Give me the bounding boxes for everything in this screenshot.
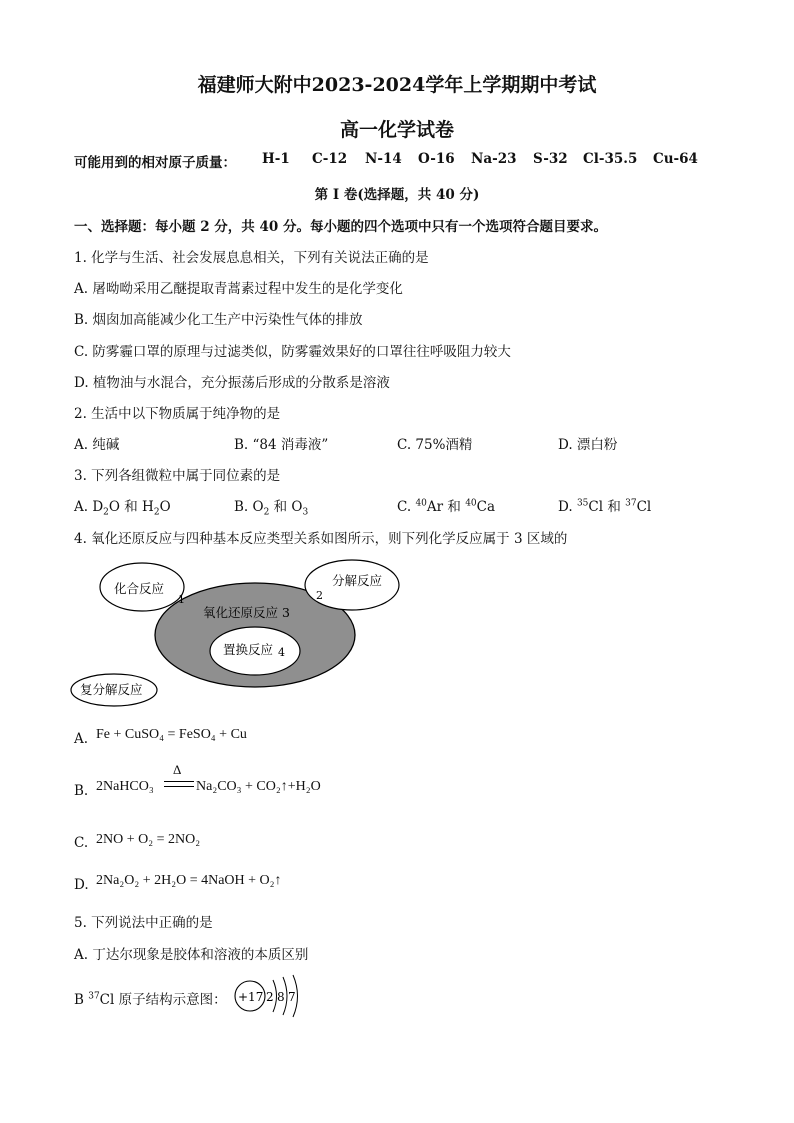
q4-option-b-label: B. — [74, 783, 89, 799]
q2-stem: 2. 生活中以下物质属于纯净物的是 — [74, 406, 281, 422]
mass-o: O-16 — [418, 151, 455, 167]
q2-option-b: B. “84 消毒液” — [234, 437, 329, 453]
shell-3-electrons: 7 — [288, 990, 296, 1004]
q4-option-c-equation: 2NO + O₂ = 2NO₂ — [96, 832, 201, 847]
double-decomposition-label: 复分解反应 — [80, 682, 143, 697]
q2-option-a: A. 纯碱 — [74, 437, 120, 453]
mass-cu: Cu-64 — [653, 151, 698, 167]
mass-s: S-32 — [533, 151, 568, 167]
decomposition-label: 分解反应 — [332, 573, 383, 588]
heating-arrow — [164, 781, 194, 787]
mass-c: C-12 — [312, 151, 348, 167]
atomic-mass-label: 可能用到的相对原子质量： — [74, 155, 236, 171]
shell-1-electrons: 2 — [266, 990, 274, 1004]
heat-symbol: Δ — [173, 762, 182, 777]
mass-cl: Cl-35.5 — [583, 151, 638, 167]
q1-stem: 1. 化学与生活、社会发展息息相关，下列有关说法正确的是 — [74, 250, 429, 266]
q3-option-a: A. $D_2O$ 和 $H_2O$ — [74, 499, 171, 518]
q4-option-c-label: C. — [74, 835, 89, 851]
q4-option-b-products: Na₂CO₃ + CO₂↑+H₂O — [196, 779, 321, 794]
q3-stem: 3. 下列各组微粒中属于同位素的是 — [74, 468, 281, 484]
q1-option-c: C. 防雾霾口罩的原理与过滤类似，防雾霾效果好的口罩往往呼吸阻力较大 — [74, 344, 511, 360]
replacement-label: 置换反应 — [223, 642, 274, 657]
nucleus-charge: +17 — [238, 990, 264, 1004]
q3-option-d: D. $^{35}$Cl 和 $^{37}$Cl — [558, 498, 652, 515]
q4-option-a-label: A. — [74, 731, 89, 747]
exam-subtitle: 高一化学试卷 — [339, 119, 454, 141]
q1-option-d: D. 植物油与水混合，充分振荡后形成的分散系是溶液 — [74, 375, 390, 391]
q4-option-d-equation: 2Na₂O₂ + 2H₂O = 4NaOH + O₂↑ — [96, 873, 282, 888]
exam-title: 福建师大附中2023-2024学年上学期期中考试 — [197, 74, 597, 96]
q4-option-d-label: D. — [74, 877, 89, 893]
q1-option-a: A. 屠呦呦采用乙醚提取青蒿素过程中发生的是化学变化 — [74, 281, 403, 297]
q2-option-d: D. 漂白粉 — [558, 437, 618, 453]
q5-stem: 5. 下列说法中正确的是 — [74, 915, 213, 931]
section-instruction: 一、选择题：每小题 2 分，共 40 分。每小题的四个选项中只有一个选项符合题目要求。 — [74, 219, 607, 235]
q4-option-a-equation: Fe + CuSO₄ = FeSO₄ + Cu — [96, 727, 247, 742]
q3-option-c: C. $^{40}$Ar 和 $^{40}$Ca — [397, 498, 496, 515]
mass-na: Na-23 — [471, 151, 517, 167]
q4-stem: 4. 氧化还原反应与四种基本反应类型关系如图所示，则下列化学反应属于 3 区域的 — [74, 531, 568, 547]
mass-h: H-1 — [262, 151, 290, 167]
region-1-label: 1 — [178, 593, 185, 606]
combination-label: 化合反应 — [114, 581, 165, 596]
atomic-structure-diagram — [232, 972, 314, 1022]
redox-label: 氧化还原反应 3 — [203, 605, 290, 620]
q4-option-b-reactant: 2NaHCO₃ — [96, 779, 154, 794]
q5-option-a: A. 丁达尔现象是胶体和溶液的本质区别 — [74, 947, 309, 963]
shell-2-electrons: 8 — [277, 990, 285, 1004]
reaction-relationship-diagram — [70, 555, 410, 710]
q2-option-c: C. 75%酒精 — [397, 437, 473, 453]
region-2-label: 2 — [316, 589, 323, 602]
mass-n: N-14 — [365, 151, 402, 167]
q1-option-b: B. 烟囱加高能减少化工生产中污染性气体的排放 — [74, 312, 363, 328]
q3-option-b: B. $O_2$ 和 $O_3$ — [234, 499, 309, 518]
q5-option-b: B $^{37}$Cl 原子结构示意图： — [74, 991, 227, 1008]
part-title: 第 I 卷(选择题，共 40 分) — [314, 187, 480, 203]
region-4-label: 4 — [278, 646, 285, 659]
